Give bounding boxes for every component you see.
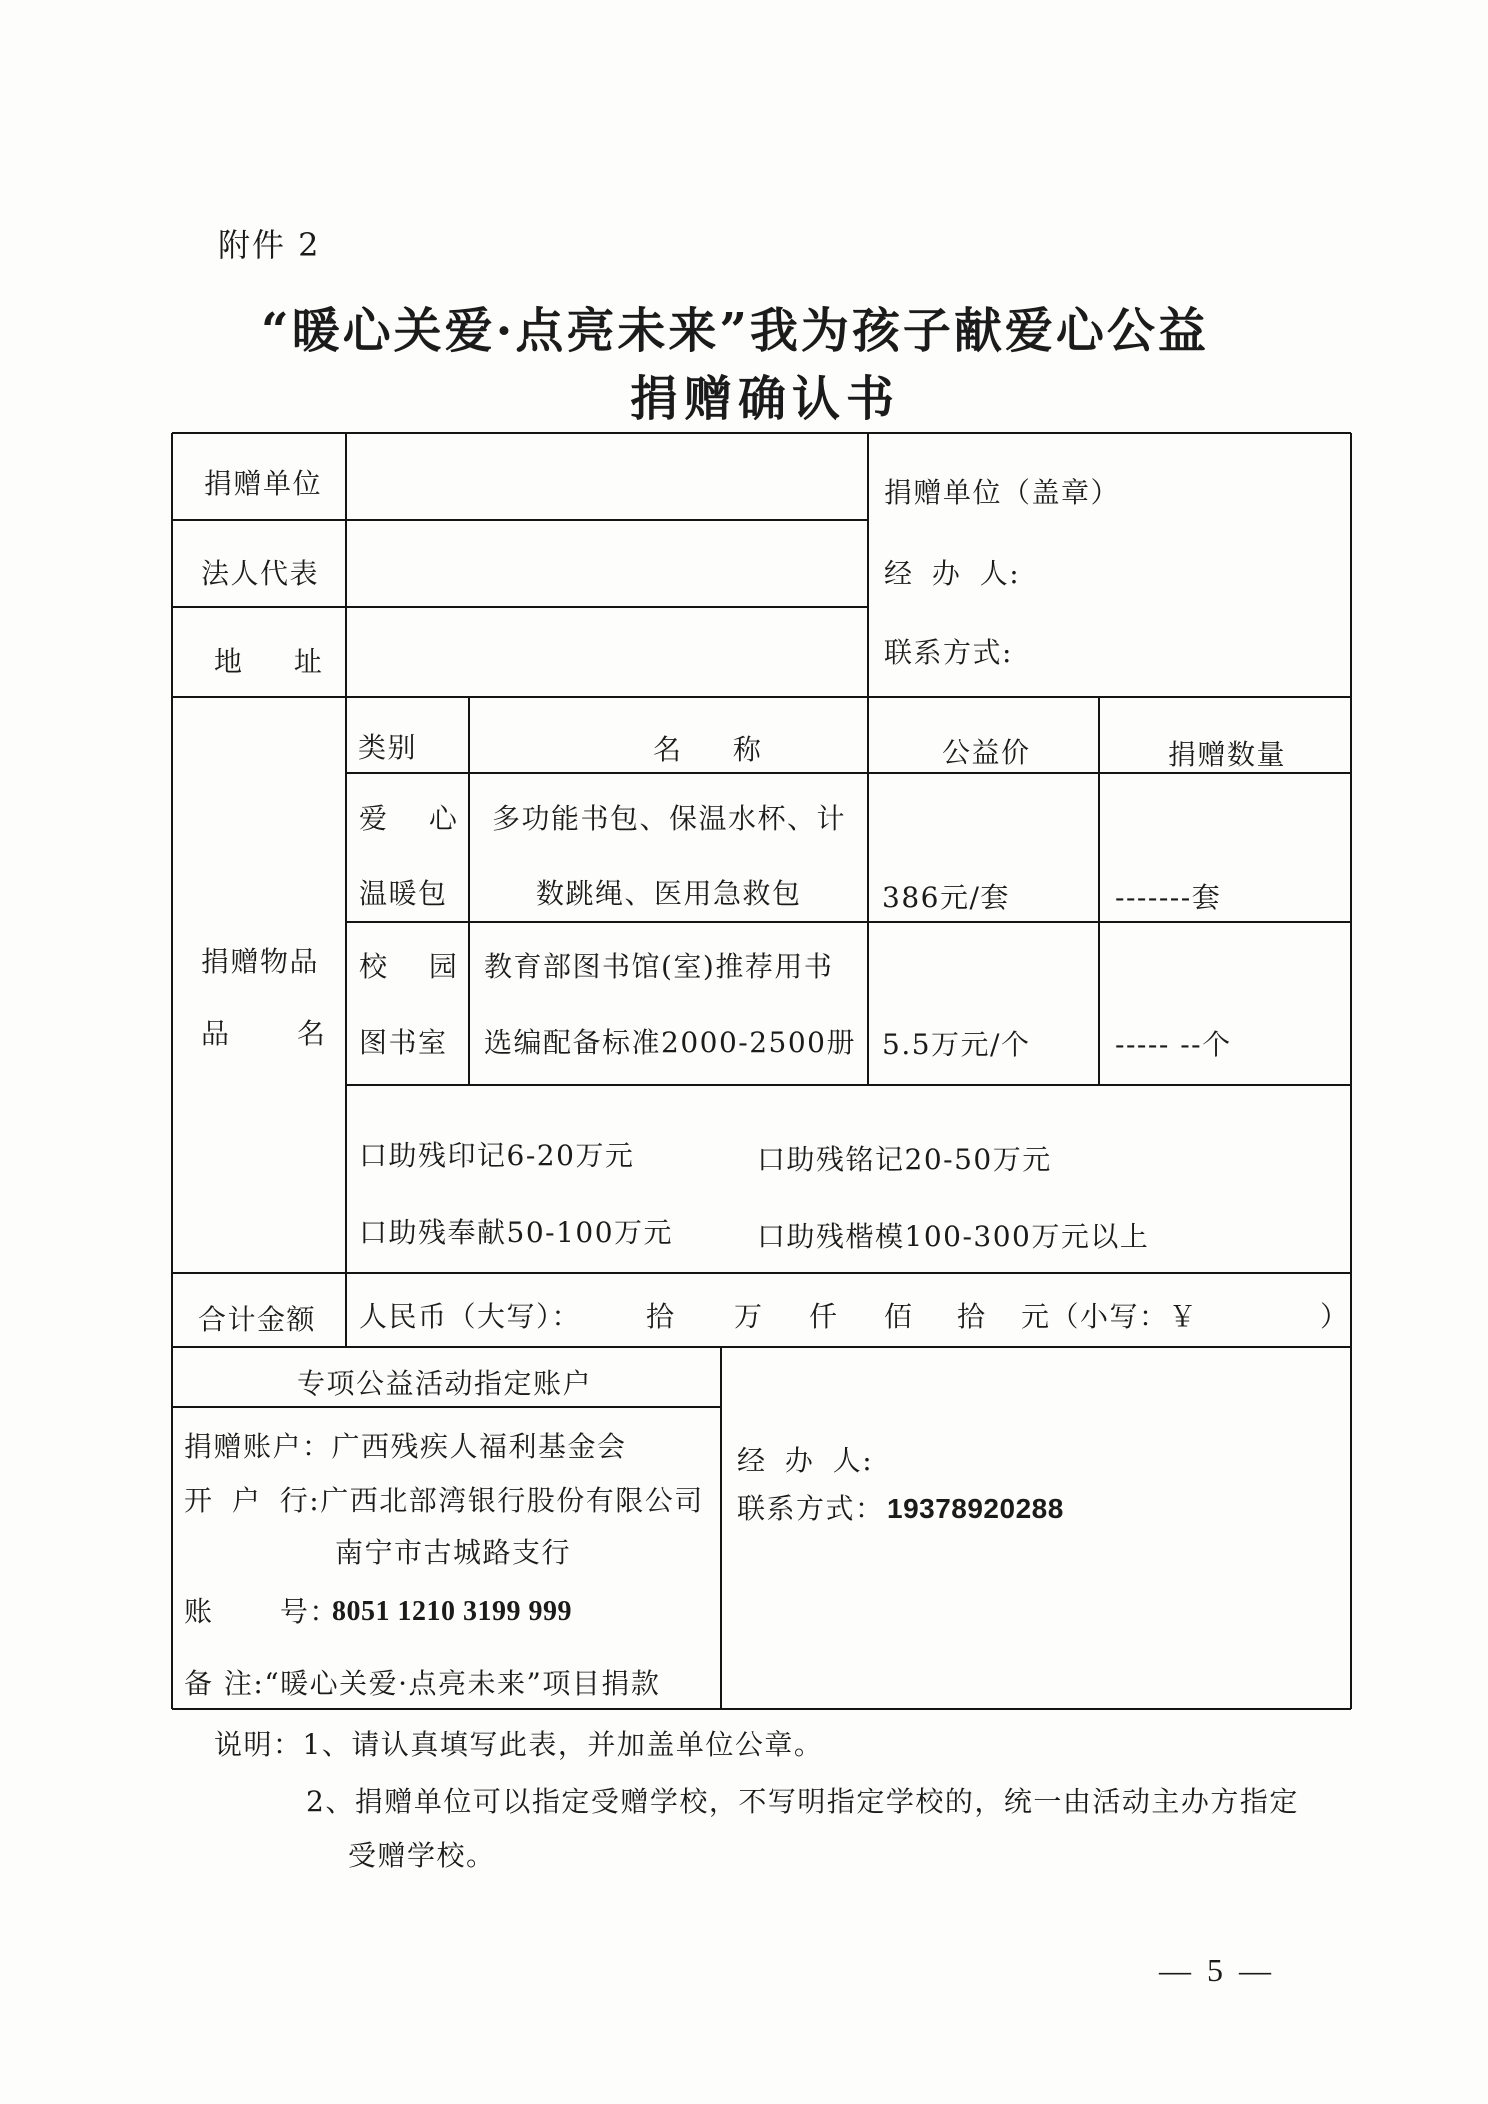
item-category-line2: 温暖包	[359, 877, 448, 910]
option-checkbox-item: 口助残奉献50-100万元	[359, 1216, 674, 1249]
total-unit: 仟	[809, 1300, 839, 1333]
note-line3: 受赠学校。	[348, 1839, 496, 1872]
item-name-line2: 选编配备标准2000-2500册	[484, 1026, 856, 1059]
total-suffix: 元（小写：￥	[1021, 1300, 1199, 1333]
column-header-category: 类别	[358, 731, 418, 764]
account-header: 专项公益活动指定账户	[297, 1367, 593, 1400]
bank-line2: 南宁市古城路支行	[335, 1536, 572, 1569]
total-unit: 拾	[957, 1300, 987, 1333]
seal-label: 捐赠单位（盖章）	[884, 476, 1121, 509]
item-name-line1: 多功能书包、保温水杯、计	[492, 802, 847, 835]
item-category-line1: 校 园	[359, 950, 459, 983]
items-label-line1: 捐赠物品	[201, 945, 320, 978]
account-number: 8051 1210 3199 999	[332, 1596, 572, 1627]
account-handler-label: 经 办 人:	[737, 1444, 874, 1477]
total-unit: 佰	[884, 1300, 914, 1333]
note-line1: 说明：1、请认真填写此表，并加盖单位公章。	[214, 1728, 824, 1761]
total-prefix: 人民币（大写）：	[359, 1300, 582, 1333]
bank-line1: 开 户 行:广西北部湾银行股份有限公司	[184, 1484, 704, 1517]
note-line2: 2、捐赠单位可以指定受赠学校，不写明指定学校的，统一由活动主办方指定	[306, 1785, 1299, 1818]
total-close: ）	[1320, 1300, 1350, 1333]
contact-label: 联系方式:	[884, 636, 1013, 669]
account-contact-phone: 19378920288	[887, 1493, 1064, 1524]
handler-label: 经 办 人:	[884, 557, 1021, 590]
attachment-label: 附件 2	[218, 226, 321, 264]
items-label-line2: 品 名	[201, 1017, 327, 1050]
option-checkbox-item: 口助残楷模100-300万元以上	[757, 1220, 1150, 1253]
page-number: — 5 —	[1159, 1952, 1275, 1988]
account-number-label: 账 号：	[184, 1595, 339, 1628]
legal-rep-label: 法人代表	[201, 557, 320, 590]
address-label: 地 址	[214, 645, 324, 678]
item-name-line1: 教育部图书馆(室)推荐用书	[484, 950, 834, 983]
item-price: 386元/套	[882, 881, 1010, 914]
item-quantity: -------套	[1115, 881, 1222, 914]
item-price: 5.5万元/个	[882, 1028, 1031, 1061]
option-checkbox-item: 口助残印记6-20万元	[359, 1139, 635, 1172]
donor-unit-label: 捐赠单位	[204, 467, 323, 500]
column-header-quantity: 捐赠数量	[1168, 738, 1287, 771]
document-title-line2: 捐赠确认书	[630, 371, 901, 427]
account-name: 捐赠账户：广西残疾人福利基金会	[184, 1430, 627, 1463]
total-label: 合计金额	[198, 1303, 317, 1336]
item-name-line2: 数跳绳、医用急救包	[536, 877, 802, 910]
account-remark: 备 注:“暖心关爱·点亮未来”项目捐款	[184, 1667, 661, 1700]
column-header-name: 名 称	[653, 733, 763, 766]
total-unit: 万	[734, 1300, 764, 1333]
document-title-line1: “暖心关爱·点亮未来”我为孩子献爱心公益	[261, 303, 1209, 359]
item-quantity: ----- --个	[1115, 1028, 1232, 1061]
item-category-line1: 爱 心	[359, 802, 459, 835]
item-category-line2: 图书室	[359, 1026, 448, 1059]
column-header-price: 公益价	[942, 736, 1031, 769]
total-unit: 拾	[646, 1300, 676, 1333]
option-checkbox-item: 口助残铭记20-50万元	[757, 1143, 1052, 1176]
account-contact-label: 联系方式：	[737, 1492, 885, 1525]
